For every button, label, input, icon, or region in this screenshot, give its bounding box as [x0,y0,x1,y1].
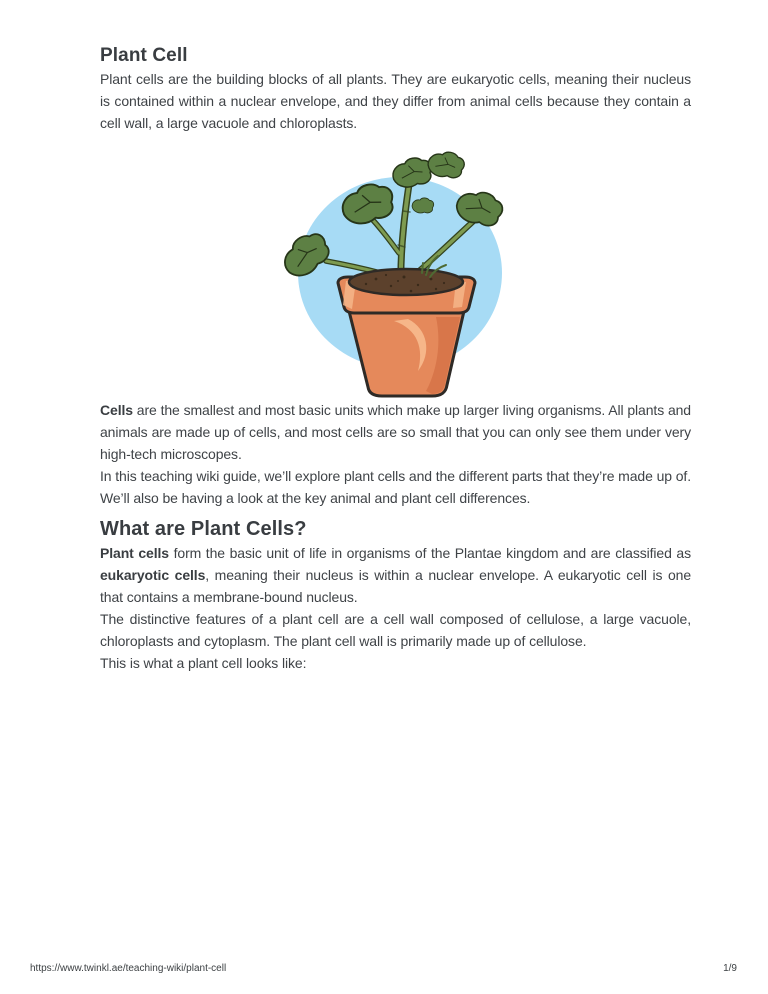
page-number: 1/9 [723,963,737,974]
footer-url: https://www.twinkl.ae/teaching-wiki/plant-cell [30,963,227,974]
paragraph-cells: Cells are the smallest and most basic units which make up larger living organisms. All plants and animals are made up of cells, and most cells are so small that you can only see them under very high-tech microscopes. [100,402,691,462]
page-title: Plant Cell [100,45,188,66]
paragraph-looks-like: This is what a plant cell looks like: [100,655,307,671]
paragraph-distinctive-features: The distinctive features of a plant cell are a cell wall composed of cellulose, a large vacuole, chloroplasts and cytoplasm. The plant cell wall is primarily made up of cellulose. [100,611,691,649]
page-content [100,0,691,674]
section-heading-what-are-plant-cells: What are Plant Cells? [100,518,307,540]
paragraph-intro: Plant cells are the building blocks of all plants. They are eukaryotic cells, meaning their nucleus is contained within a nuclear envelope, and they differ from animal cells because they contain a cell wall, a large vacuole and chloroplasts. [100,71,691,131]
plant-pot-figure [100,149,691,399]
paragraph-plant-cells: Plant cells form the basic unit of life in organisms of the Plantae kingdom and are classified as eukaryotic cells, meaning their nucleus is within a nuclear envelope. A eukaryotic cell is one that contains a membrane-bound nucleus. [100,545,692,605]
page-footer [30,963,737,975]
potted-plant-illustration-icon [276,149,516,399]
paragraph-wiki-guide: In this teaching wiki guide, we’ll explore plant cells and the different parts that they’re made up of. We’ll also be having a look at the key animal and plant cell differences. [100,468,692,506]
